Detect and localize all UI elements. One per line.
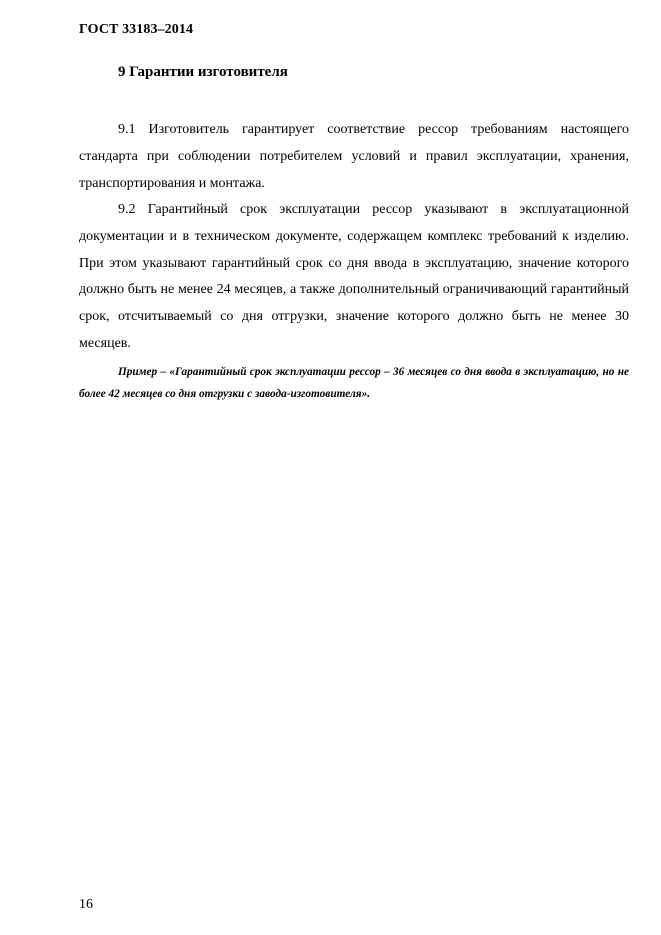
- page-number: 16: [79, 897, 93, 912]
- paragraph-9-2: 9.2 Гарантийный срок эксплуатации рессор указывают в эксплуатационной документации и в техническом документе, содержащем комплекс требований к изделию. При этом указывают гарантийный срок со дня ввода в эксплуатацию, значение которого должно быть не менее 24 месяцев, а также дополнительный ограничивающий гарантийный срок, отсчитываемый со дня отгрузки, значение которого должно быть не менее 30 месяцев.: [79, 202, 629, 351]
- example-note: Пример – «Гарантийный срок эксплуатации рессор – 36 месяцев со дня ввода в эксплуатацию, но не более 42 месяцев со дня отгрузки с завода-изготовителя».: [79, 366, 629, 400]
- document-header: ГОСТ 33183–2014: [79, 22, 194, 37]
- paragraph-9-1: 9.1 Изготовитель гарантирует соответствие рессор требованиям настоящего стандарта при соблюдении потребителем условий и правил эксплуатации, хранения, транспортирования и монтажа.: [79, 122, 629, 191]
- section-title: 9 Гарантии изготовителя: [118, 64, 288, 80]
